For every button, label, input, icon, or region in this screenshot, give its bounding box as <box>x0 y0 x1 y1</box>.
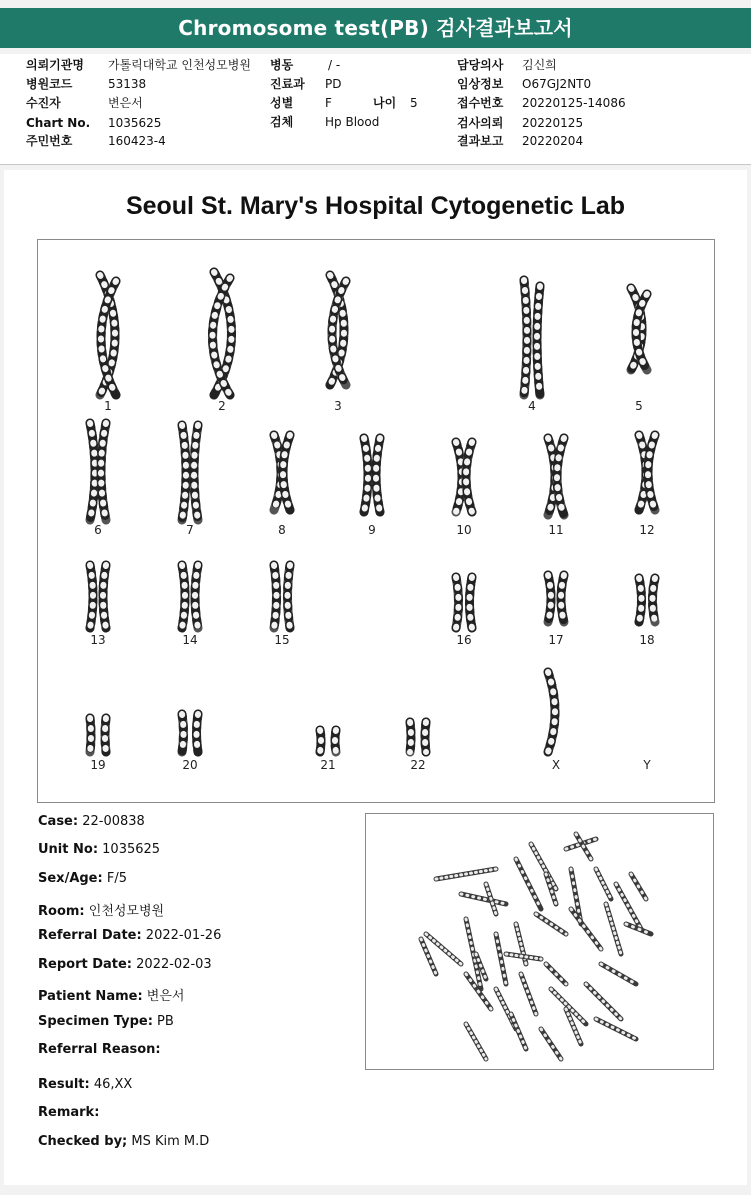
report-field <box>38 928 221 943</box>
report-field <box>38 1014 174 1029</box>
report-field-value: F/5 <box>102 871 127 886</box>
chromosome <box>90 565 93 628</box>
chromosome <box>537 286 540 395</box>
institution-value: 가톨릭대학교 인천성모병원 <box>108 58 251 72</box>
chromosome-label: 11 <box>548 523 564 537</box>
report-field-value: 인천성모병원 <box>84 904 165 919</box>
doctor-label: 담당의사 <box>457 58 504 72</box>
metaphase-chromosome <box>421 939 436 974</box>
metaphase-chromosome <box>541 1029 561 1059</box>
id-value: 160423-4 <box>108 134 166 148</box>
metaphase-chromosome <box>601 964 636 984</box>
chromosome <box>548 672 555 752</box>
chromosome-label: 21 <box>320 758 336 772</box>
chromosome <box>410 722 411 752</box>
chromosome-label: 14 <box>182 633 198 647</box>
chromosome <box>425 722 426 752</box>
chromosome-label: 10 <box>456 523 472 537</box>
report-field-label: Referral Date: <box>38 928 142 943</box>
chromosome <box>653 578 656 622</box>
ward-label: 병동 <box>270 58 294 72</box>
reception-value: 20220125-14086 <box>522 96 626 110</box>
chromosome <box>456 442 462 512</box>
chromosome <box>376 438 380 512</box>
chromosome-label: Y <box>643 758 651 772</box>
request-value: 20220125 <box>522 116 584 130</box>
report-field-value: 22-00838 <box>78 814 145 829</box>
metaphase-chromosome <box>516 859 541 909</box>
chromosome <box>335 730 336 752</box>
chromosome-label: 19 <box>90 758 106 772</box>
chromosome-label: 15 <box>274 633 290 647</box>
chromosome-label: 18 <box>639 633 655 647</box>
report-field-label: Referral Reason: <box>38 1042 161 1057</box>
report-field <box>38 842 160 857</box>
chromosome <box>288 565 291 628</box>
metaphase-chromosome <box>461 894 506 904</box>
metaphase-chromosome <box>511 1014 526 1049</box>
chromosome <box>466 442 472 512</box>
report-field-label: Checked by; <box>38 1134 128 1149</box>
chromosome-label: 20 <box>182 758 198 772</box>
hospital-code-value: 53138 <box>108 77 147 91</box>
report-field <box>38 1134 209 1149</box>
lab-title: Seoul St. Mary's Hospital Cytogenetic Lab <box>125 192 626 220</box>
patient-label: 수진자 <box>26 96 61 110</box>
report-field <box>38 1077 132 1092</box>
ward-value: / - <box>328 58 341 72</box>
chart-label: Chart No. <box>26 116 91 130</box>
chromosome <box>194 425 198 520</box>
chromosome <box>456 577 459 628</box>
request-label: 검사의뢰 <box>457 116 504 130</box>
report-field-label: Result: <box>38 1077 90 1092</box>
clinical-value: O67GJ2NT0 <box>522 77 592 91</box>
chromosome <box>197 714 199 752</box>
chromosome-label: 17 <box>548 633 564 647</box>
chromosome <box>639 578 642 622</box>
patient-info-panel <box>0 54 751 164</box>
report-field-value: MS Kim M.D <box>127 1134 210 1149</box>
chromosome-label: 7 <box>186 523 194 537</box>
report-field-label: Report Date: <box>38 957 133 972</box>
chromosome-label: 3 <box>334 399 342 413</box>
report-field-label: Specimen Type: <box>38 1014 153 1029</box>
metaphase-chromosome <box>466 1024 486 1059</box>
chromosome <box>182 714 184 752</box>
chromosome <box>274 565 277 628</box>
report-field-label: Patient Name: <box>38 989 143 1004</box>
report-field-value: PB <box>152 1014 174 1029</box>
metaphase-chromosome <box>546 964 566 984</box>
report-field-label: Case: <box>38 814 79 829</box>
metaphase-chromosome <box>531 844 556 889</box>
specimen-value: Hp Blood <box>325 115 380 129</box>
report-field-value: 46,XX <box>89 1077 133 1092</box>
clinical-label: 임상정보 <box>457 77 504 91</box>
chromosome <box>548 575 551 622</box>
chromosome <box>182 565 185 628</box>
report-field <box>38 1105 99 1120</box>
metaphase-chromosome <box>631 874 646 899</box>
chromosome <box>648 435 655 510</box>
karyotype-report <box>4 170 747 1185</box>
report-date-label: 결과보고 <box>457 134 504 148</box>
chromosome <box>561 575 564 622</box>
report-field <box>38 814 145 829</box>
chart-value: 1035625 <box>108 116 162 130</box>
metaphase-chromosome <box>586 984 621 1019</box>
chromosome-label: 13 <box>90 633 106 647</box>
age-value: 5 <box>410 96 418 110</box>
report-field <box>38 900 164 919</box>
report-field-label: Unit No: <box>38 842 99 857</box>
chromosome-label: 1 <box>104 399 112 413</box>
reception-label: 접수번호 <box>457 96 504 110</box>
specimen-label: 검체 <box>270 115 294 129</box>
metaphase-chromosome <box>496 934 506 984</box>
metaphase-chromosome <box>436 869 496 879</box>
chromosome <box>90 718 91 752</box>
metaphase-chromosome <box>596 869 611 899</box>
patient-value: 변은서 <box>108 96 143 110</box>
report-field-value: 2022-02-03 <box>132 957 212 972</box>
chromosome-label: 12 <box>639 523 655 537</box>
sex-label: 성별 <box>270 96 294 110</box>
chromosome-label: 9 <box>368 523 376 537</box>
report-title: Chromosome test(PB) 검사결과보고서 <box>0 8 751 48</box>
chromosome <box>470 577 473 628</box>
chromosome <box>90 423 95 520</box>
sex-value: F <box>325 96 332 110</box>
karyogram <box>37 239 715 803</box>
chromosome-label: 6 <box>94 523 102 537</box>
chromosome-label: 4 <box>528 399 536 413</box>
dept-label: 진료과 <box>270 77 305 91</box>
report-field-label: Room: <box>38 904 85 919</box>
report-field-label: Remark: <box>38 1105 100 1120</box>
chromosome <box>101 423 106 520</box>
metaphase-chromosome <box>596 1019 636 1039</box>
chromosome-label: 2 <box>218 399 226 413</box>
metaphase-chromosome <box>536 914 566 934</box>
metaphase-image <box>366 814 713 1069</box>
chromosome-label: X <box>551 758 561 772</box>
karyogram-image <box>38 240 714 802</box>
report-field <box>38 985 184 1004</box>
metaphase-chromosome <box>606 904 621 954</box>
chromosome-label: 8 <box>278 523 286 537</box>
chromosome <box>557 438 564 515</box>
metaphase-spread <box>365 813 714 1070</box>
id-label: 주민번호 <box>26 134 73 148</box>
metaphase-chromosome <box>616 884 641 929</box>
metaphase-chromosome <box>506 954 541 959</box>
chromosome-label: 16 <box>456 633 472 647</box>
metaphase-chromosome <box>521 974 536 1014</box>
report-date-value: 20220204 <box>522 134 584 148</box>
report-field-value: 2022-01-26 <box>141 928 222 943</box>
chromosome-label: 22 <box>410 758 426 772</box>
chromosome <box>283 435 290 510</box>
metaphase-chromosome <box>571 909 601 949</box>
report-field-label: Sex/Age: <box>38 871 103 886</box>
chromosome <box>182 425 186 520</box>
report-field <box>38 871 127 886</box>
institution-label: 의뢰기관명 <box>26 58 84 72</box>
chromosome <box>320 730 321 752</box>
report-field-value: 1035625 <box>98 842 161 857</box>
hospital-code-label: 병원코드 <box>26 77 73 91</box>
chromosome <box>524 280 527 395</box>
chromosome <box>195 565 198 628</box>
chromosome <box>103 565 106 628</box>
report-field <box>38 957 212 972</box>
chromosome <box>364 438 368 512</box>
age-label: 나이 <box>373 96 397 110</box>
chromosome-label: 5 <box>635 399 643 413</box>
doctor-value: 김신희 <box>522 58 557 72</box>
header-divider <box>0 164 751 165</box>
report-field-value: 변은서 <box>142 989 185 1004</box>
chromosome <box>105 718 106 752</box>
dept-value: PD <box>325 77 342 91</box>
report-field <box>38 1042 161 1057</box>
